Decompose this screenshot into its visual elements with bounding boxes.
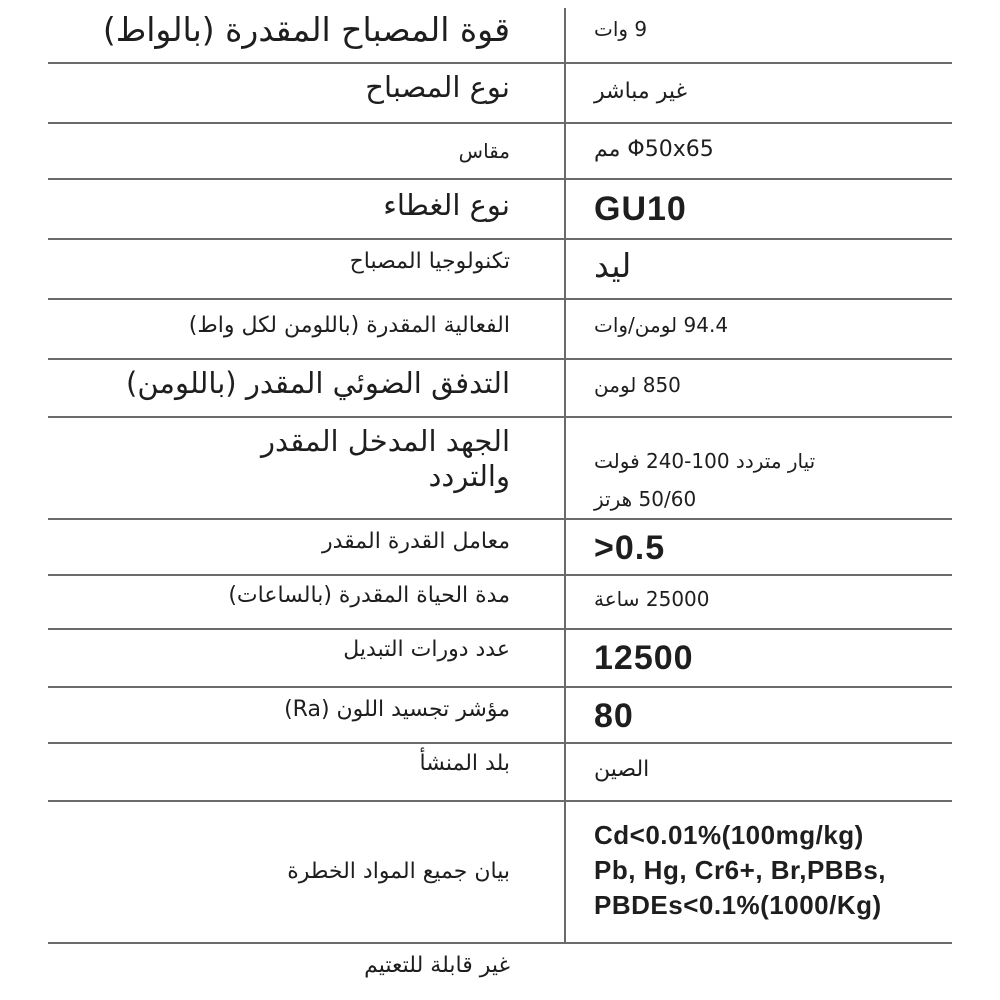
row-label-cell <box>48 744 564 800</box>
row-label-cell <box>48 240 564 298</box>
table-row-cap-type <box>48 180 952 240</box>
row-label-cell <box>48 300 564 358</box>
row-label: بلد المنشأ <box>419 751 510 776</box>
row-value: 12500 <box>594 639 694 677</box>
table-row-switching-cycles <box>48 630 952 688</box>
row-label: الفعالية المقدرة (باللومن لكل واط) <box>188 313 510 338</box>
row-value: 80 <box>594 697 634 735</box>
row-label-cell <box>48 360 564 416</box>
row-label: مؤشر تجسيد اللون (Ra) <box>284 697 510 722</box>
row-label-cell <box>48 802 564 942</box>
row-value-cell <box>564 520 952 574</box>
row-label: مدة الحياة المقدرة (بالساعات) <box>228 583 510 608</box>
row-label-cell <box>48 944 564 996</box>
row-label-cell <box>48 576 564 628</box>
row-label: مقاس <box>458 139 510 163</box>
row-value-cell <box>564 576 952 628</box>
row-value: 850 لومن <box>594 373 681 397</box>
table-row-size <box>48 124 952 180</box>
table-row-efficacy <box>48 300 952 360</box>
row-label-cell <box>48 64 564 122</box>
row-value: ليد <box>594 246 632 285</box>
row-label-line2: والتردد <box>428 458 510 493</box>
table-row-color-rendering <box>48 688 952 744</box>
row-value-cell <box>564 360 952 416</box>
row-value-cell <box>564 744 952 800</box>
row-label-cell <box>48 418 564 518</box>
row-label-cell <box>48 8 564 62</box>
row-value-line1: Cd<0.01%(100mg/kg) <box>594 820 864 850</box>
row-value: 94.4 لومن/وات <box>594 313 729 337</box>
row-value-cell <box>564 630 952 686</box>
row-value: 25000 ساعة <box>594 587 710 611</box>
row-value-line2: 50/60 هرتز <box>594 487 697 511</box>
row-label-cell <box>48 180 564 238</box>
row-value: 9 وات <box>594 17 648 41</box>
row-value-cell <box>564 240 952 298</box>
row-value-cell <box>564 64 952 122</box>
row-label: نوع الغطاء <box>383 188 510 222</box>
row-label-line1: الجهد المدخل المقدر <box>261 424 510 458</box>
row-value: Φ50x65 مم <box>594 137 714 162</box>
row-value-cell <box>564 300 952 358</box>
row-label: التدفق الضوئي المقدر (باللومن) <box>126 366 510 400</box>
row-label: تكنولوجيا المصباح <box>349 249 510 274</box>
row-value-cell <box>564 124 952 178</box>
spec-table <box>48 8 952 996</box>
row-value-cell <box>564 180 952 238</box>
row-label: نوع المصباح <box>365 70 510 104</box>
table-row-lamp-technology <box>48 240 952 300</box>
table-row-lamp-type <box>48 64 952 124</box>
row-label: غير قابلة للتعتيم <box>364 953 510 978</box>
row-label-cell <box>48 124 564 178</box>
row-label-cell <box>48 520 564 574</box>
row-value-line1: تيار متردد 100-240 فولت <box>594 449 816 473</box>
row-label: معامل القدرة المقدر <box>321 529 510 554</box>
table-row-input-voltage <box>48 418 952 520</box>
table-row-country-of-origin <box>48 744 952 802</box>
row-label-cell <box>48 688 564 742</box>
row-value-line3: PBDEs<0.1%(1000/Kg) <box>594 890 882 921</box>
row-value-line2: Pb, Hg, Cr6+, Br,PBBs, <box>594 855 887 886</box>
table-row-luminous-flux <box>48 360 952 418</box>
table-row-power-factor <box>48 520 952 576</box>
row-value-cell <box>564 944 952 996</box>
row-label: قوة المصباح المقدرة (بالواط) <box>102 10 510 49</box>
row-label-cell <box>48 630 564 686</box>
row-value-cell <box>564 418 952 518</box>
row-value: GU10 <box>594 190 687 228</box>
row-value-cell <box>564 688 952 742</box>
row-value: >0.5 <box>594 529 666 567</box>
row-value-cell <box>564 802 952 942</box>
table-row-rated-power <box>48 8 952 64</box>
row-label: بيان جميع المواد الخطرة <box>287 858 510 884</box>
row-value-cell <box>564 8 952 62</box>
table-row-lifetime <box>48 576 952 630</box>
table-row-hazardous-substances <box>48 802 952 944</box>
row-value: غير مباشر <box>594 79 687 104</box>
table-row-dimmable <box>48 944 952 996</box>
row-value: الصين <box>594 757 650 782</box>
row-label: عدد دورات التبديل <box>343 637 510 662</box>
